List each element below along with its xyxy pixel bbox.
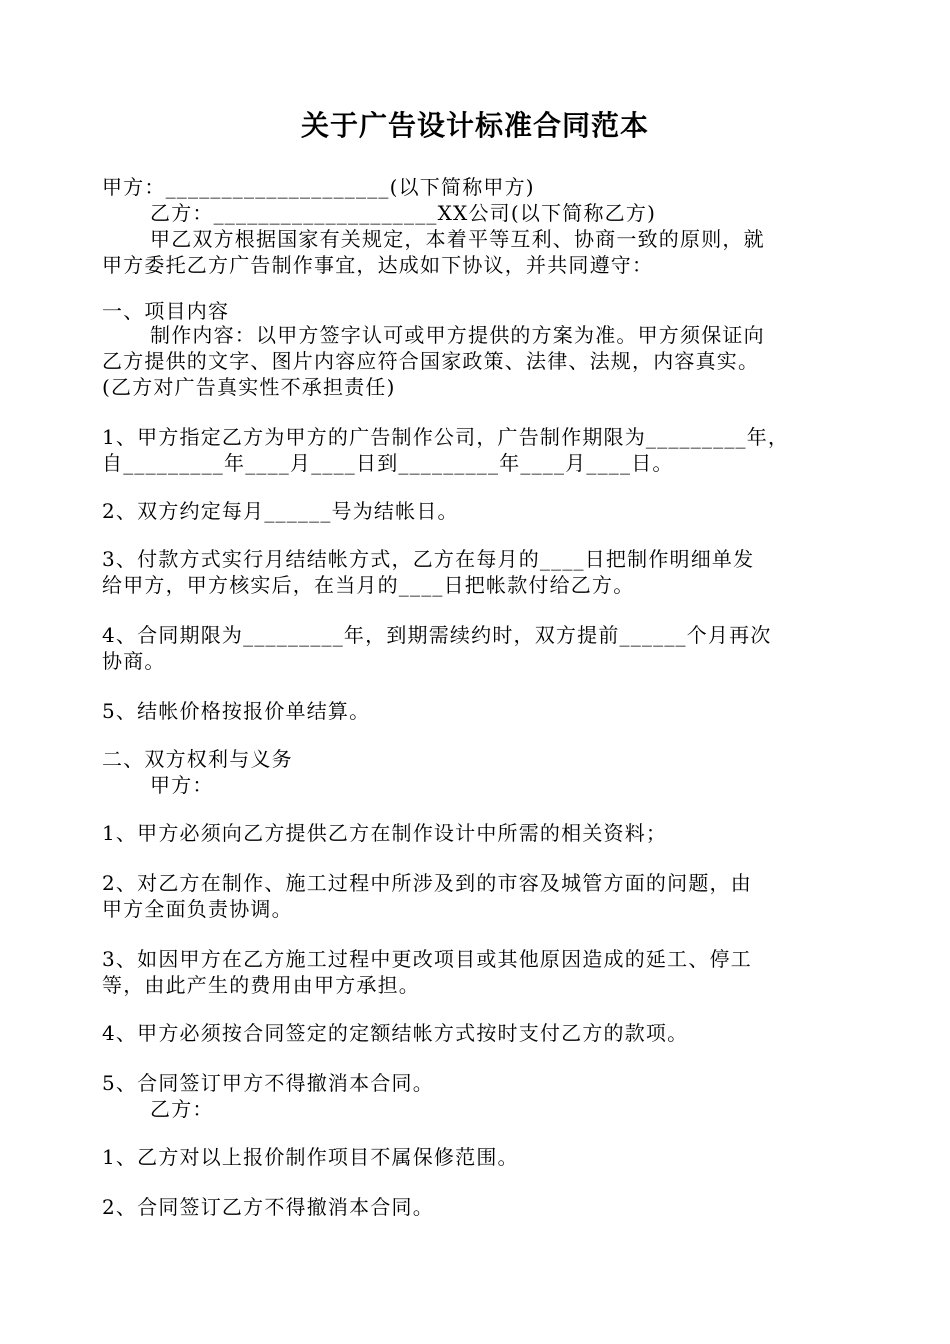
clause-1-line-1: 1、甲方指定乙方为甲方的广告制作公司，广告制作期限为_________年，: [102, 425, 790, 449]
section-1-heading: 一、项目内容: [102, 299, 230, 323]
preamble-line-1: 甲乙双方根据国家有关规定，本着平等互利、协商一致的原则，就: [150, 227, 765, 251]
party-b-duty-1: 1、乙方对以上报价制作项目不属保修范围。: [102, 1145, 519, 1169]
content-line-1: 制作内容：以甲方签字认可或甲方提供的方案为准。甲方须保证向: [150, 323, 765, 347]
clause-4-line-2: 协商。: [102, 649, 166, 673]
preamble-line-2: 甲方委托乙方广告制作事宜，达成如下协议，并共同遵守：: [102, 253, 654, 277]
content-line-3: (乙方对广告真实性不承担责任): [102, 375, 396, 399]
clause-2-line: 2、双方约定每月______号为结帐日。: [102, 499, 459, 523]
clause-3-line-2: 给甲方，甲方核实后，在当月的____日把帐款付给乙方。: [102, 573, 635, 597]
party-a-duty-4: 4、甲方必须按合同签定的定额结帐方式按时支付乙方的款项。: [102, 1021, 689, 1045]
party-a-duty-2-line-2: 甲方全面负责协调。: [102, 897, 293, 921]
clause-5-line: 5、结帐价格按报价单结算。: [102, 699, 371, 723]
party-b-subheading: 乙方：: [150, 1097, 214, 1121]
party-a-duty-3-line-1: 3、如因甲方在乙方施工过程中更改项目或其他原因造成的延工、停工: [102, 947, 752, 971]
document-title: 关于广告设计标准合同范本: [300, 109, 649, 142]
party-a-duty-3-line-2: 等，由此产生的费用由甲方承担。: [102, 973, 420, 997]
party-a-line: 甲方：____________________(以下简称甲方): [102, 175, 535, 199]
party-a-duty-5: 5、合同签订甲方不得撤消本合同。: [102, 1071, 434, 1095]
section-2-heading: 二、双方权利与义务: [102, 747, 293, 771]
clause-1-line-2: 自_________年____月____日到_________年____月____日。: [102, 451, 674, 475]
party-b-line: 乙方：____________________XX公司(以下简称乙方): [150, 201, 657, 225]
clause-4-line-1: 4、合同期限为_________年，到期需续约时，双方提前______个月再次: [102, 623, 772, 647]
clause-3-line-1: 3、付款方式实行月结结帐方式，乙方在每月的____日把制作明细单发: [102, 547, 755, 571]
party-a-subheading: 甲方：: [150, 773, 214, 797]
party-b-duty-2: 2、合同签订乙方不得撤消本合同。: [102, 1195, 434, 1219]
content-line-2: 乙方提供的文字、图片内容应符合国家政策、法律、法规，内容真实。: [102, 349, 760, 373]
party-a-duty-1: 1、甲方必须向乙方提供乙方在制作设计中所需的相关资料；: [102, 821, 668, 845]
party-a-duty-2-line-1: 2、对乙方在制作、施工过程中所涉及到的市容及城管方面的问题，由: [102, 871, 752, 895]
